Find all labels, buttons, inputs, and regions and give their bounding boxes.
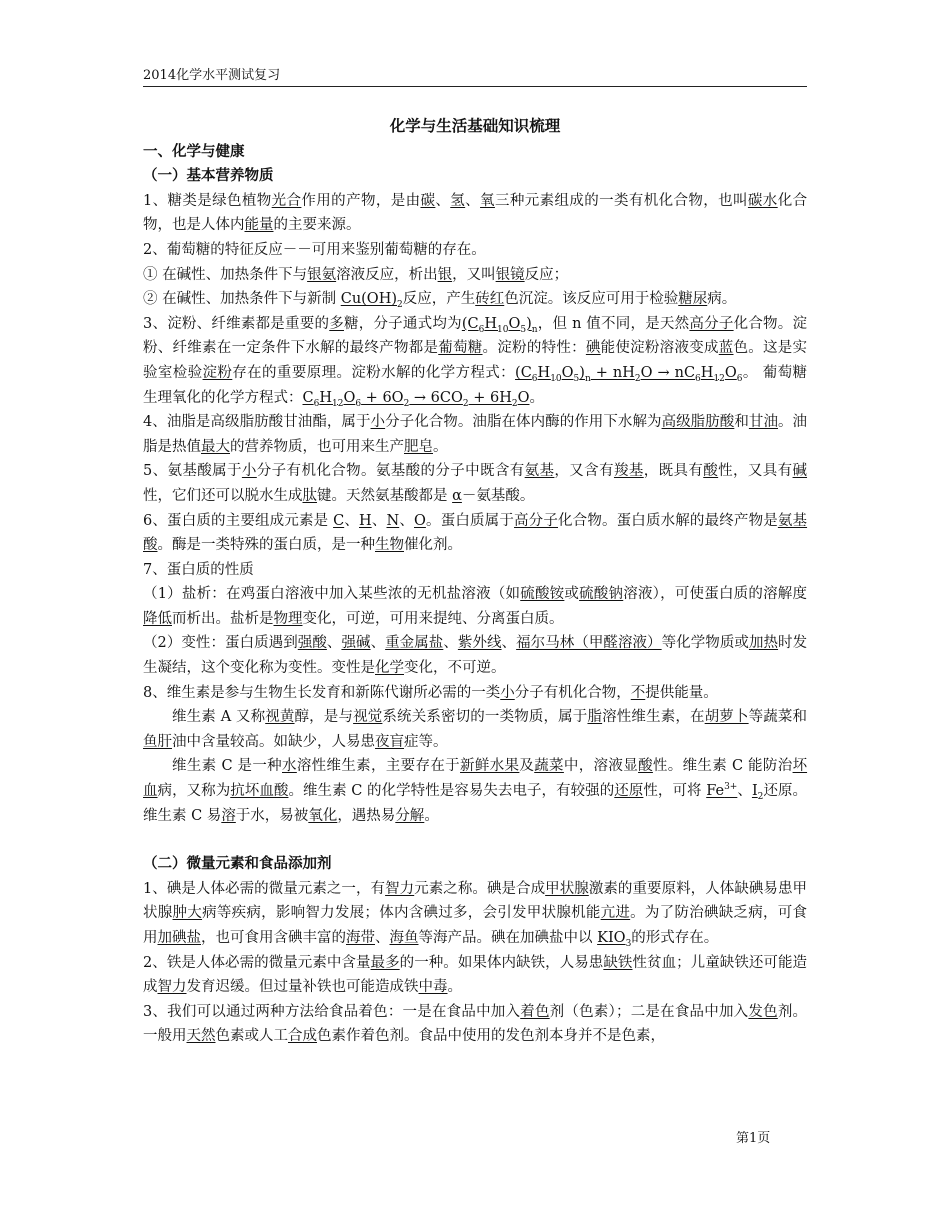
paragraph-amino-acids: 5、氨基酸属于小分子有机化合物。氨基酸的分子中既含有氨基，又含有羧基，既具有酸性，又具有碱性，它们还可以脱水生成肽键。天然氨基酸都是 α－氨基酸。 — [143, 463, 808, 504]
paragraph-silver-mirror: ① 在碱性、加热条件下与银氨溶液反应，析出银，又叫银镜反应； — [143, 266, 569, 283]
paragraph-starch-cellulose: 3、淀粉、纤维素都是重要的多糖，分子通式均为$(C_6H_{10}O_5)_n$，但 n 值不同，是天然高分子化合物。淀粉、纤维素在一定条件下水解的最终产物都是葡萄糖。淀粉的特性：碘能使淀粉溶液变成蓝色。这是实验室检验淀粉存在的重要原理。淀粉水解的化学方程式：$(C_6H_{10}O_5)_n + nH_2O \to nC_6H_{12}O_6$。 葡萄糖生理氧化的化学方程式：$C_6H_{12}O_6 + 6O_2 \to 6CO_2 + 6H_2O$。 — [143, 315, 808, 409]
paragraph-carbohydrates: 1、糖类是绿色植物光合作用的产物，是由碳、氢、氧三种元素组成的一类有机化合物，也叫碳水化合物，也是人体内能量的主要来源。 — [143, 192, 808, 234]
paragraph-vitamin-c: 维生素 C 是一种水溶性维生素，主要存在于新鲜水果及蔬菜中，溶液显酸性。维生素 C 能防治坏血病，又称为抗坏血酸。维生素 C 的化学特性是容易失去电子，有较强的还原性，可将 $Fe^{3+}$、$I_2$还原。维生素 C 易溶于水，易被氧化，遇热易分解。 — [143, 758, 808, 824]
paragraph-denaturation: （2）变性：蛋白质遇到强酸、强碱、重金属盐、紫外线、福尔马林（甲醛溶液）等化学物质或加热时发生凝结，这个变化称为变性。变性是化学变化，不可逆。 — [143, 635, 808, 677]
paragraph-proteins: 6、蛋白质的主要组成元素是 C、H、N、O。蛋白质属于高分子化合物。蛋白质水解的最终产物是氨基酸。酶是一类特殊的蛋白质，是一种生物催化剂。 — [143, 512, 808, 554]
doc-title: 化学与生活基础知识梳理 — [389, 116, 561, 135]
glucose-oxidation-equation: $C_6H_{12}O_6 + 6O_2 \to 6CO_2 + 6H_2O$ — [302, 389, 530, 409]
paragraph-iron: 2、铁是人体必需的微量元素中含量最多的一种。如果体内缺铁，人易患缺铁性贫血；儿童缺铁还可能造成智力发育迟缓。但过量补铁也可能造成铁中毒。 — [143, 954, 808, 996]
starch-hydrolysis-equation: $(C_6H_{10}O_5)_n + nH_2O \to nC_6H_{12}O_6$ — [515, 364, 743, 384]
paragraph-protein-properties: 7、蛋白质的性质 — [143, 561, 254, 578]
paragraph-food-coloring: 3、我们可以通过两种方法给食品着色：一是在食品中加入着色剂（色素）；二是在食品中加入发色剂。一般用天然色素或人工合成色素作着色剂。食品中使用的发色剂本身并不是色素， — [143, 1003, 808, 1045]
paragraph-salting-out: （1）盐析：在鸡蛋白溶液中加入某些浓的无机盐溶液（如硫酸铵或硫酸钠溶液），可使蛋白质的溶解度降低而析出。盐析是物理变化，可逆，可用来提纯、分离蛋白质。 — [143, 586, 808, 627]
header-title: 2014化学水平测试复习 — [143, 68, 281, 83]
document-body — [143, 114, 807, 1049]
paragraph-glucose-reaction: 2、葡萄糖的特征反应－－可用来鉴别葡萄糖的存在。 — [143, 241, 486, 258]
section-heading-health: 一、化学与健康 — [143, 142, 245, 160]
subsection-heading-nutrients: （一）基本营养物质 — [143, 167, 274, 185]
page-number: 第1页 — [736, 1131, 771, 1146]
paragraph-vitamin-a: 维生素 A 又称视黄醇，是与视觉系统关系密切的一类物质，属于脂溶性维生素，在胡萝卜等蔬菜和鱼肝油中含量较高。如缺少，人易患夜盲症等。 — [143, 709, 808, 750]
paragraph-vitamins: 8、维生素是参与生物生长发育和新陈代谢所必需的一类小分子有机化合物，不提供能量。 — [143, 684, 718, 701]
subsection-heading-trace-elements: （二）微量元素和食品添加剂 — [143, 855, 332, 873]
paragraph-iodine: 1、碘是人体必需的微量元素之一，有智力元素之称。碘是合成甲状腺激素的重要原料，人体缺碘易患甲状腺肿大病等疾病，影响智力发展；体内含碘过多，会引发甲状腺机能亢进。为了防治碘缺乏病，可食用加碘盐，也可食用含碘丰富的海带、海鱼等海产品。碘在加碘盐中以 $KIO_3$的形式存在。 — [143, 880, 808, 949]
paragraph-fats: 4、油脂是高级脂肪酸甘油酯，属于小分子化合物。油脂在体内酶的作用下水解为高级脂肪酸和甘油。油脂是热值最大的营养物质，也可用来生产肥皂。 — [143, 414, 808, 455]
paragraph-copper-hydroxide: ② 在碱性、加热条件下与新制 $Cu(OH)_2$反应，产生砖红色沉淀。该反应可用于检验糖尿病。 — [143, 291, 737, 311]
page-header — [143, 66, 807, 87]
